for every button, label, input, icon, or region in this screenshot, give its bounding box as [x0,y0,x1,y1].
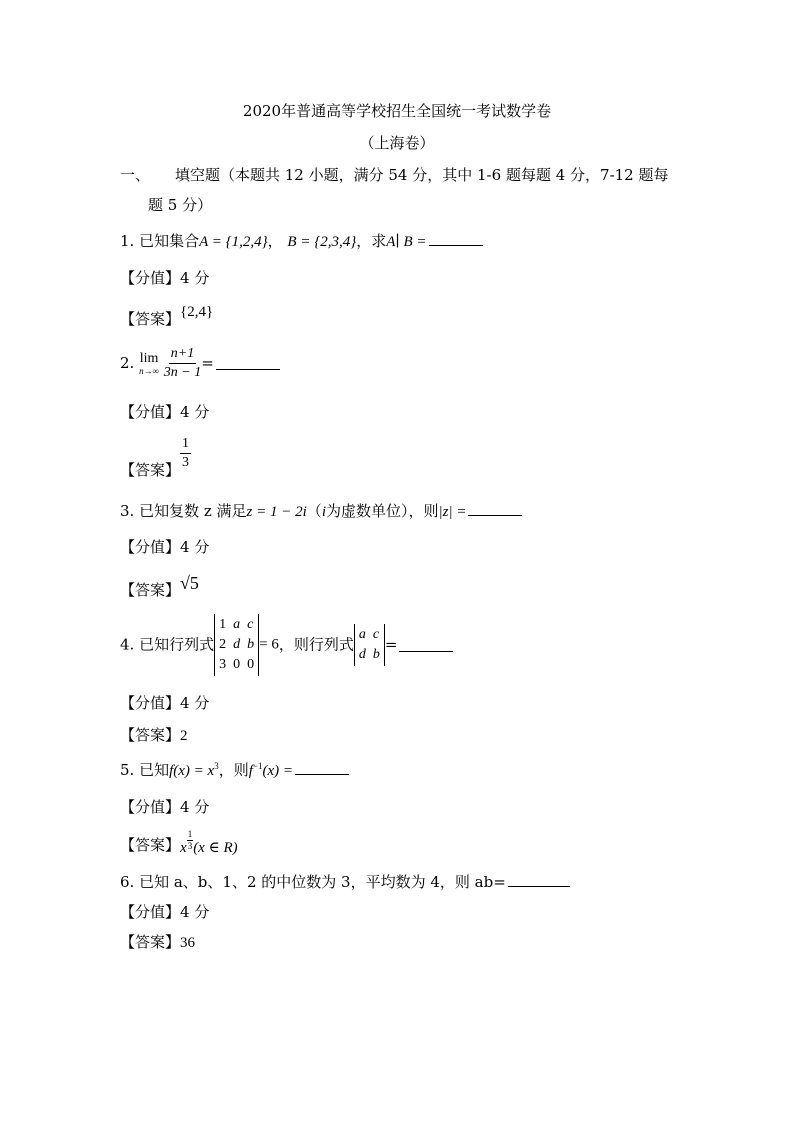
question-number: 6. [120,873,135,891]
lim-subscript: n→∞ [139,365,160,376]
score-label: 【分值】 [120,798,181,816]
question-text: 为虚数单位），则 [325,502,439,520]
answer-fraction [180,437,191,470]
limit-operator [139,352,159,376]
matrix-cell: d [358,647,366,662]
fraction-denominator: 3n − 1 [163,365,202,380]
answer-value: 36 [180,935,196,951]
matrix-cell: 3 [219,657,227,672]
answer-blank [429,233,483,246]
question-text: 已知集合 [139,232,200,250]
section-number: 一、 [120,166,151,184]
answer-value: {2,4} [180,304,214,320]
answer-domain: (x ∈ R) [193,840,238,856]
document-title: 2020年普通高等学校招生全国统一考试数学卷 [242,102,552,120]
intersection-expr: A∣ B = [386,234,427,250]
section-title-line1: 填空题（本题共 12 小题，满分 54 分，其中 1-6 题每题 4 分，7-12 题每 [175,166,669,184]
document-subtitle: （上海卷） [359,134,435,152]
matrix-cell: b [247,637,255,652]
score-value: 4 分 [180,269,210,287]
matrix-row [359,645,380,665]
question-text: ，求 [356,232,387,250]
function-def: f(x) = x [169,763,215,779]
question-number: 5. [120,761,135,779]
fraction-denominator: 3 [182,455,190,470]
answer-base: x [180,840,187,856]
question-text: ，则行列式 [278,635,354,654]
matrix-cell: 0 [247,657,255,672]
question-5 [120,762,349,779]
question-text: 已知 [139,761,170,779]
answer-value: 2 [180,728,188,744]
score-value: 4 分 [180,903,210,921]
score-row-5 [120,800,209,815]
inverse-exponent: −1 [252,761,263,771]
answer-row-3 [120,573,199,599]
matrix-cell: 2 [219,637,227,652]
equals-sign: = [201,354,214,372]
matrix-row [219,615,254,635]
function-exponent: 3 [214,761,219,771]
section-title-line2: 题 5 分） [148,196,213,214]
matrix-row [219,635,254,655]
complex-equation: z = 1 − 2i [246,504,307,520]
score-row-2 [120,405,209,420]
question-3 [120,503,522,520]
limit-fraction [164,347,201,380]
answer-value: √5 [180,573,199,593]
question-text: ，则 [218,761,249,779]
answer-blank [399,639,453,652]
set-a: A = {1,2,4} [199,234,268,250]
score-value: 4 分 [180,694,210,712]
inverse-function: f [248,763,253,779]
score-value: 4 分 [180,538,210,556]
determinant-3x3 [214,614,259,676]
matrix-cell: 1 [219,617,227,632]
question-4 [120,614,453,676]
answer-label: 【答案】 [120,581,181,599]
answer-label: 【答案】 [120,461,181,479]
matrix-cell: 0 [233,657,241,672]
score-label: 【分值】 [120,694,181,712]
matrix-cell: c [372,627,380,642]
question-2 [120,347,280,380]
score-label: 【分值】 [120,903,181,921]
answer-blank [216,357,280,370]
set-b: B = {2,3,4} [287,234,357,250]
answer-label: 【答案】 [120,933,181,951]
matrix-row [359,625,380,645]
question-6 [120,874,570,890]
matrix-cell: a [233,617,241,632]
matrix-cell: d [233,637,241,652]
lim-text: lim [139,350,159,366]
inverse-args: (x) = [262,763,294,779]
question-text: 已知复数 z 满足 [139,502,247,520]
score-row-3 [120,540,209,555]
question-number: 1. [120,232,135,250]
answer-label: 【答案】 [120,726,181,744]
answer-label: 【答案】 [120,836,181,854]
fraction-numerator: 1 [187,829,193,839]
equals-sign: = [384,635,398,654]
fraction-denominator: 3 [187,841,193,851]
separator: ， [267,232,283,250]
matrix-cell: a [358,627,366,642]
answer-row-2 [120,436,191,479]
modulus-expr: |z| = [438,504,467,520]
question-number: 2. [120,354,135,372]
answer-row-1 [120,304,214,328]
answer-blank [508,874,570,887]
answer-label: 【答案】 [120,310,181,328]
answer-row-5 [120,829,238,856]
question-number: 4. [120,635,135,654]
answer-row-4 [120,728,188,744]
equals-value: = 6 [259,636,279,653]
determinant-2x2 [354,624,385,666]
score-row-1 [120,271,209,286]
fraction-numerator: n+1 [169,347,196,364]
fraction-numerator: 1 [180,437,191,454]
question-1 [120,233,483,250]
imaginary-unit: i [321,504,326,520]
answer-blank [468,503,522,516]
score-row-6 [120,905,209,920]
question-number: 3. [120,502,135,520]
score-value: 4 分 [180,403,210,421]
question-text: （ [306,502,322,520]
question-text: 已知行列式 [139,635,215,654]
answer-row-6 [120,935,195,951]
matrix-row [219,655,254,675]
score-label: 【分值】 [120,538,181,556]
answer-blank [295,762,349,775]
question-text: 已知 a、b、1、2 的中位数为 3，平均数为 4，则 ab= [139,873,506,891]
score-value: 4 分 [180,798,210,816]
score-label: 【分值】 [120,403,181,421]
matrix-cell: b [372,647,380,662]
score-row-4 [120,696,209,711]
score-label: 【分值】 [120,269,181,287]
matrix-cell: c [247,617,254,632]
